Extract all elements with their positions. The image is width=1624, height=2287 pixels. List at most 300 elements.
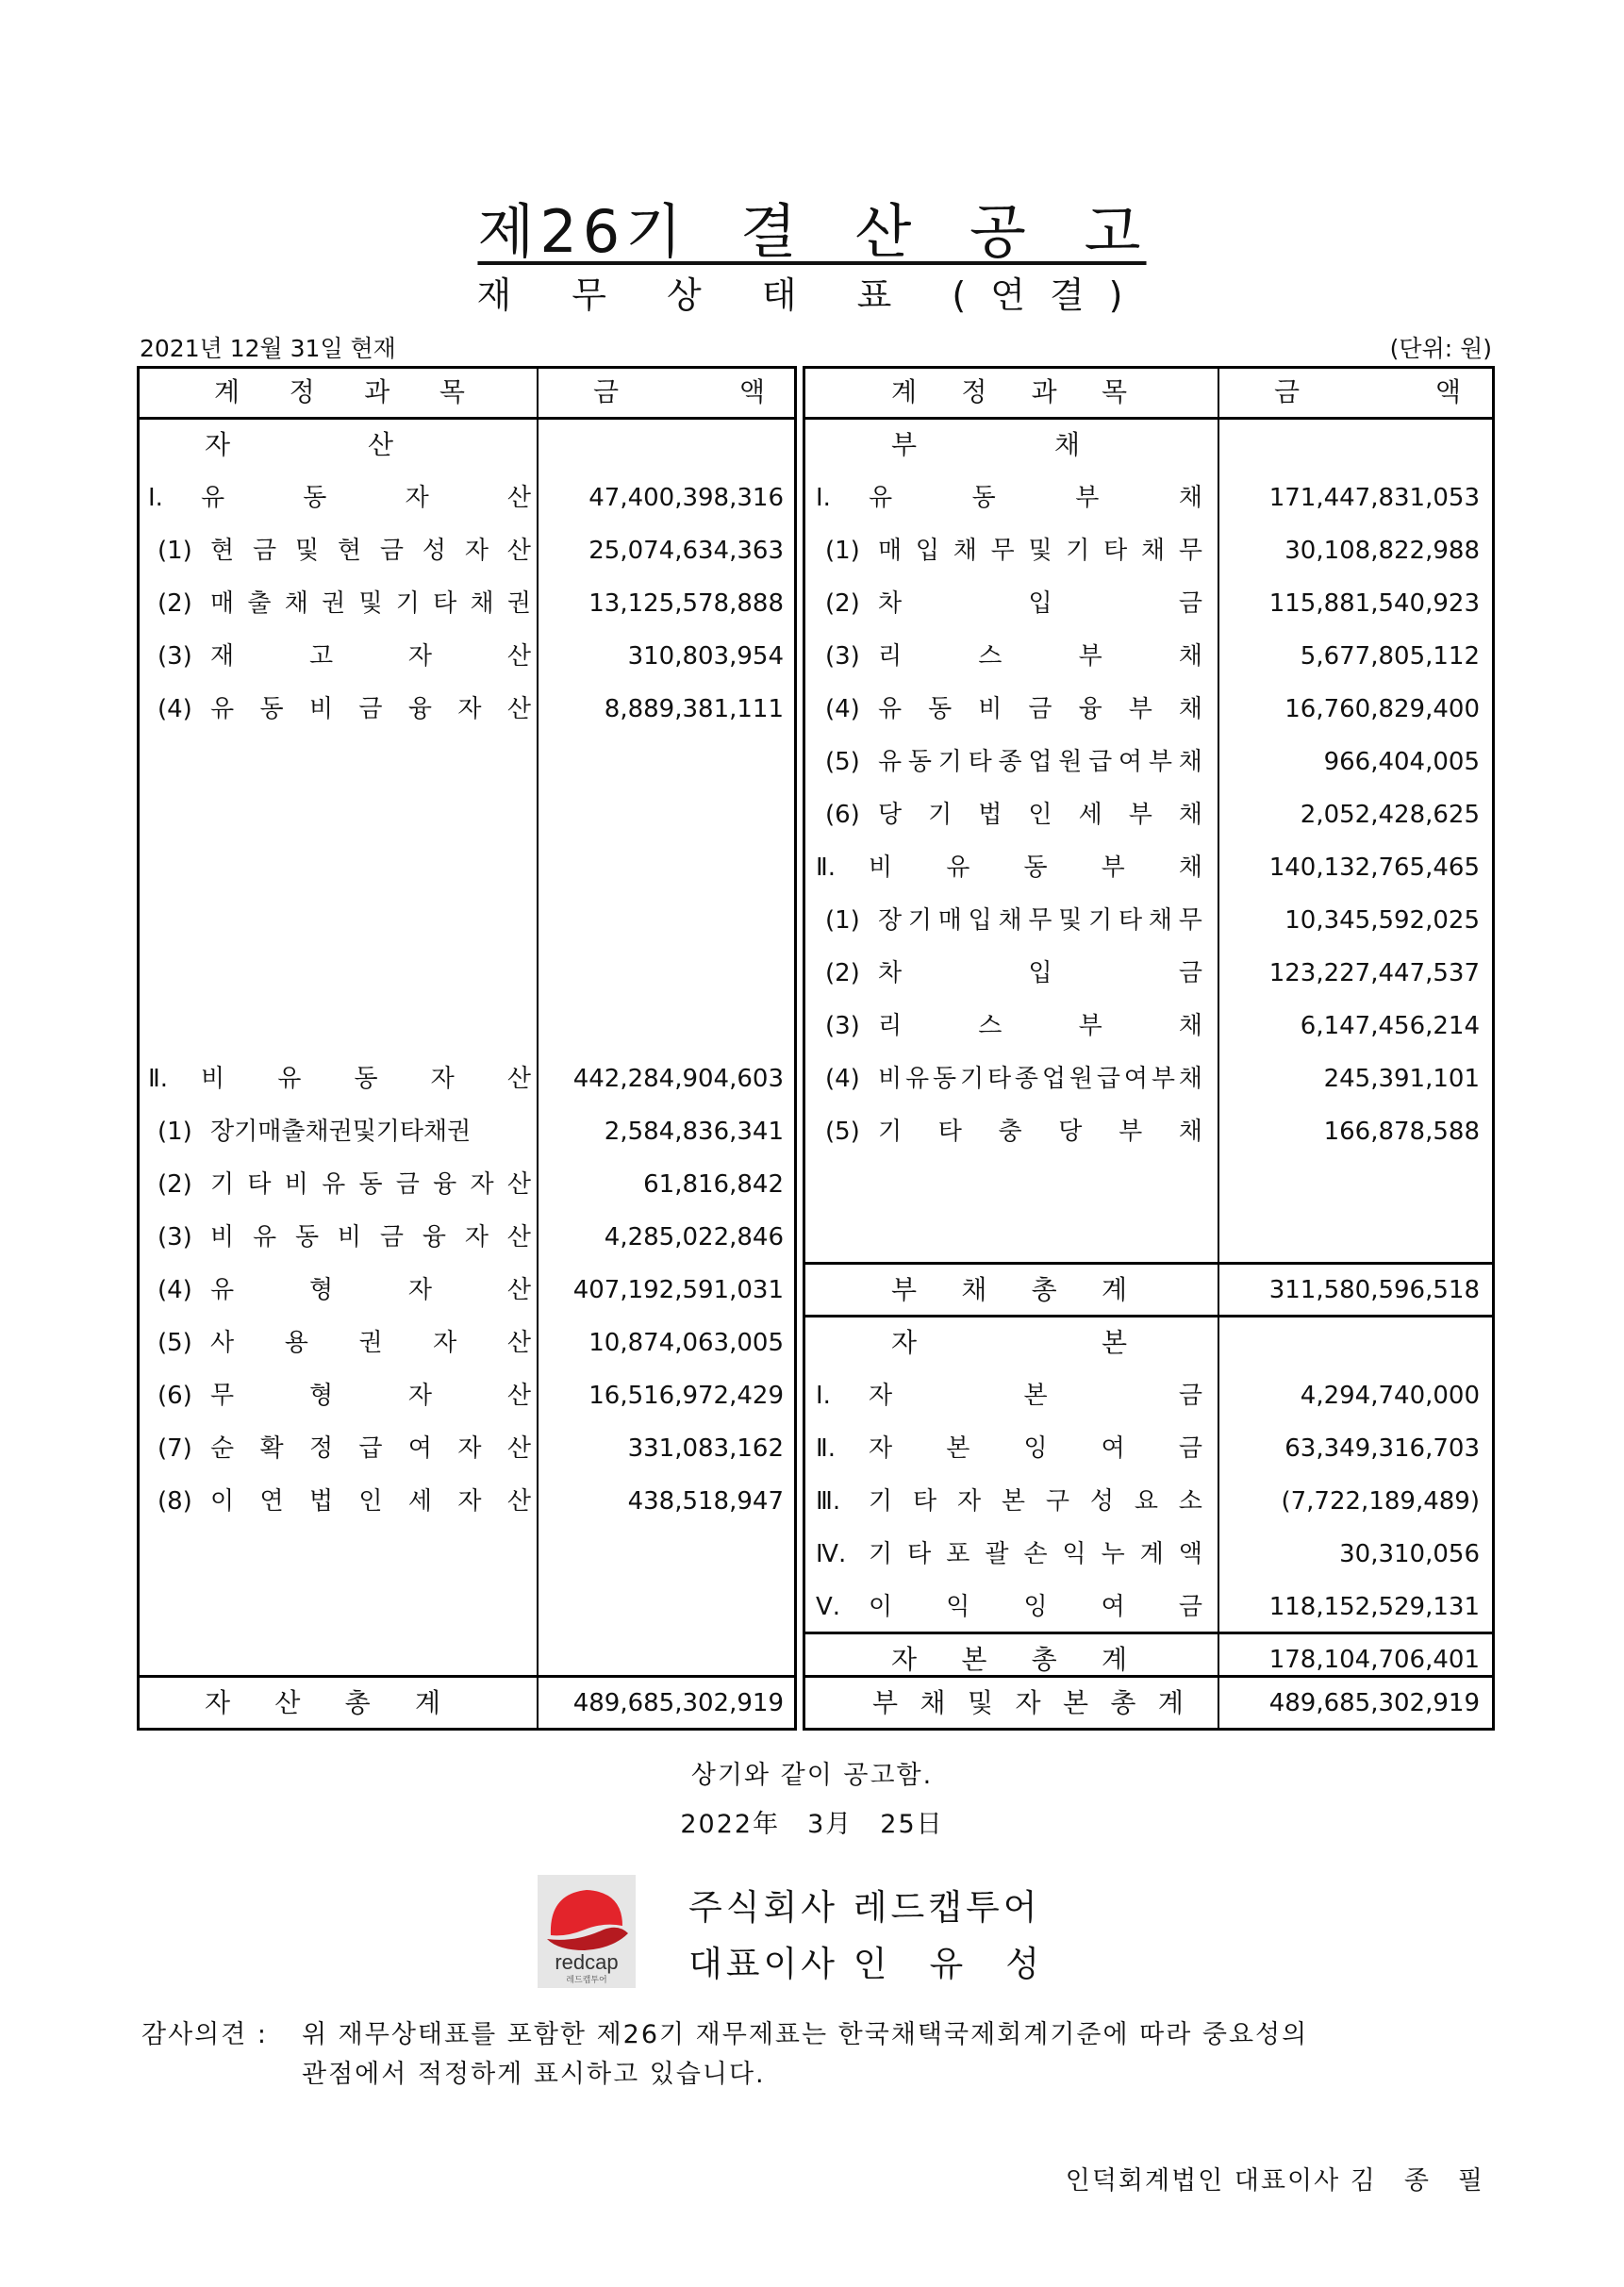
item-name <box>878 1052 1202 1105</box>
item-name <box>210 1369 531 1422</box>
name-char: 부 <box>1128 801 1152 829</box>
asset-row-amount: 442,284,904,603 <box>572 1065 784 1093</box>
equity-row-amount: 30,310,056 <box>1339 1540 1480 1568</box>
name-char: 자 <box>433 1329 457 1357</box>
name-char: 본 <box>1023 1382 1048 1410</box>
name-char: 유 <box>946 853 970 882</box>
name-char: 채 <box>1178 1065 1202 1093</box>
name-char: 채 <box>998 906 1022 935</box>
name-char: 여 <box>407 1434 432 1463</box>
name-char: 익 <box>946 1593 970 1621</box>
name-char: 리 <box>878 642 903 671</box>
item-name <box>210 1105 531 1158</box>
name-char: 차 <box>878 589 903 618</box>
name-char: 자 <box>464 537 489 565</box>
name-char: 융 <box>422 1223 446 1251</box>
name-char: 산 <box>506 484 531 512</box>
item-name <box>869 1475 1202 1528</box>
name-char: 채 <box>1141 537 1166 565</box>
name-char: 스 <box>978 642 1003 671</box>
name-char: 비 <box>869 853 893 882</box>
name-char: 손 <box>1023 1540 1048 1568</box>
liability-row-amount: 166,878,588 <box>1323 1118 1480 1146</box>
name-char: 자 <box>205 429 231 460</box>
item-name <box>878 683 1202 736</box>
item-prefix: Ⅱ. <box>148 1065 169 1093</box>
liability-row-label <box>825 1052 1202 1105</box>
item-name <box>878 630 1202 683</box>
asset-row-amount: 8,889,381,111 <box>604 695 784 723</box>
name-char: 산 <box>506 1329 531 1357</box>
name-char: 동 <box>259 695 284 723</box>
asset-row-amount: 4,285,022,846 <box>604 1223 784 1251</box>
name-char: 자 <box>457 1487 482 1516</box>
name-char: 채 <box>1178 853 1202 882</box>
name-char: 동 <box>358 1170 383 1199</box>
name-char: 동 <box>932 1065 957 1093</box>
name-char: 동 <box>1023 853 1048 882</box>
name-char: 급 <box>1096 1065 1120 1093</box>
name-char: 구 <box>1045 1487 1069 1516</box>
item-prefix: Ⅱ. <box>816 1434 837 1463</box>
name-char: 기 <box>395 589 420 618</box>
name-char: 금 <box>593 376 620 407</box>
item-name <box>869 1369 1202 1422</box>
item-prefix: Ⅰ. <box>148 484 163 512</box>
name-char: 확 <box>259 1434 284 1463</box>
auditor-signature: 인덕회계법인 대표이사 김 종 필 <box>1065 2166 1484 2196</box>
name-char: 채 <box>961 1274 987 1305</box>
liability-row-amount: 115,881,540,923 <box>1268 589 1480 618</box>
name-char: 계 <box>414 1687 440 1718</box>
name-char: 목 <box>1101 376 1127 407</box>
name-char: 계 <box>1101 1644 1127 1675</box>
liability-row-amount: 245,391,101 <box>1323 1065 1480 1093</box>
name-char: 금 <box>1028 695 1052 723</box>
liability-total-label <box>891 1264 1127 1317</box>
name-char: 자 <box>869 1434 893 1463</box>
name-char: 산 <box>506 642 531 671</box>
name-char: 금 <box>1274 376 1301 407</box>
name-char: 금 <box>379 1223 404 1251</box>
liability-row-amount: 140,132,765,465 <box>1268 853 1480 882</box>
name-char: 자 <box>407 1276 433 1304</box>
item-name <box>878 894 1202 947</box>
asset-row-label <box>157 1369 531 1422</box>
page-title: 제26기 결 산 공 고 <box>477 197 1147 266</box>
equity-row-amount: 63,349,316,703 <box>1284 1434 1480 1463</box>
item-prefix: (1) <box>157 537 192 565</box>
balance-sheet-table <box>137 366 1495 1731</box>
name-char: 채 <box>1178 695 1202 723</box>
name-char: 과 <box>1031 376 1057 407</box>
name-char: 무 <box>990 537 1015 565</box>
name-char: 요 <box>1134 1487 1158 1516</box>
name-char: 여 <box>1123 1065 1148 1093</box>
name-char: 금 <box>1178 959 1202 987</box>
audit-opinion-text: 위 재무상태표를 포함한 제26기 재무제표는 한국채택국제회계기준에 따라 중요성의 <box>302 2020 1309 2049</box>
name-char: 동 <box>294 1223 320 1251</box>
name-char: 동 <box>971 484 996 512</box>
name-char: 타 <box>433 589 457 618</box>
item-prefix: Ⅲ. <box>816 1487 841 1516</box>
asset-row-amount: 25,074,634,363 <box>588 537 784 565</box>
asset-row-label <box>157 1105 531 1158</box>
name-char: 채 <box>470 589 494 618</box>
item-name <box>869 472 1202 524</box>
name-char: 계 <box>891 376 918 407</box>
name-char: 여 <box>1119 748 1143 776</box>
name-char: 유 <box>869 484 893 512</box>
equity-row-label <box>816 1528 1202 1581</box>
name-char: 세 <box>407 1487 432 1516</box>
name-char: 자 <box>405 484 429 512</box>
name-char: 부 <box>872 1687 899 1718</box>
name-char: 종 <box>998 748 1022 776</box>
name-char: 잉 <box>1023 1434 1048 1463</box>
name-char: 동 <box>928 695 953 723</box>
item-prefix: Ⅴ. <box>816 1593 841 1621</box>
asset-row-label <box>157 630 531 683</box>
asset-row-amount: 16,516,972,429 <box>588 1382 784 1410</box>
name-char: 업 <box>1041 1065 1067 1093</box>
name-char: 여 <box>1101 1593 1125 1621</box>
asset-row-amount: 331,083,162 <box>627 1434 784 1463</box>
name-char: 무 <box>1178 906 1202 935</box>
liability-row-amount: 5,677,805,112 <box>1300 642 1480 671</box>
name-char: 형 <box>308 1382 334 1410</box>
name-char: 종 <box>1014 1065 1039 1093</box>
name-char: 본 <box>1001 1487 1026 1516</box>
item-prefix: (4) <box>157 695 192 723</box>
name-char: 기 <box>1088 906 1113 935</box>
item-name <box>872 1677 1184 1730</box>
asset-row-amount: 61,816,842 <box>643 1170 784 1199</box>
name-char: 인 <box>358 1487 383 1516</box>
name-char: 동 <box>907 748 932 776</box>
liability-row-label <box>825 577 1202 630</box>
name-char: 성 <box>1089 1487 1114 1516</box>
name-char: 기 <box>210 1170 235 1199</box>
name-char: 계 <box>1101 1274 1127 1305</box>
name-char: 비 <box>337 1223 362 1251</box>
name-char: 잉 <box>1023 1593 1048 1621</box>
name-char: 원 <box>1058 748 1083 776</box>
asset-row-label <box>157 577 531 630</box>
name-char: 충 <box>998 1118 1022 1146</box>
name-char: 기 <box>907 906 932 935</box>
header-amount-left <box>593 366 765 419</box>
name-char: 채 <box>1178 1118 1202 1146</box>
name-char: 융 <box>433 1170 457 1199</box>
name-char: 급 <box>1088 748 1113 776</box>
name-char: 연 <box>259 1487 284 1516</box>
name-char: 자 <box>407 1382 433 1410</box>
name-char: 순 <box>210 1434 235 1463</box>
name-char: 액 <box>1178 1540 1202 1568</box>
name-char: 총 <box>1031 1644 1057 1675</box>
item-name <box>210 1211 531 1264</box>
name-char: 자 <box>470 1170 494 1199</box>
item-name <box>593 366 765 419</box>
liability-row-label <box>825 630 1202 683</box>
item-name <box>878 577 1202 630</box>
item-prefix: Ⅳ. <box>816 1540 847 1568</box>
company-name: 주식회사 레드캡투어 <box>688 1887 1041 1928</box>
asset-row-label <box>157 1317 531 1369</box>
liability-row-amount: 10,345,592,025 <box>1284 906 1480 935</box>
name-char: 무 <box>1178 537 1202 565</box>
name-char: 금 <box>1178 1382 1202 1410</box>
name-char: 성 <box>422 537 446 565</box>
name-char: 소 <box>1178 1487 1202 1516</box>
name-char: 비 <box>201 1065 225 1093</box>
liability-row-amount: 16,760,829,400 <box>1284 695 1480 723</box>
item-prefix: (5) <box>157 1329 192 1357</box>
name-char: 기 <box>869 1487 893 1516</box>
item-prefix: (6) <box>157 1382 192 1410</box>
name-char: 채 <box>953 537 977 565</box>
name-char: 기 <box>937 748 962 776</box>
name-char: 유 <box>210 1276 235 1304</box>
name-char: 유 <box>277 1065 302 1093</box>
notice-statement: 상기와 같이 공고함. <box>690 1761 934 1790</box>
name-char: 채 <box>1178 484 1202 512</box>
liability-total-amount: 311,580,596,518 <box>1268 1276 1480 1304</box>
audit-opinion-label: 감사의견 : <box>141 2020 269 2049</box>
name-char: 용 <box>284 1329 308 1357</box>
item-prefix: (1) <box>825 906 860 935</box>
header-account-right <box>891 366 1127 419</box>
asset-total-amount: 489,685,302,919 <box>572 1689 784 1717</box>
name-char: 및 <box>358 589 383 618</box>
audit-opinion-text-cont: 관점에서 적정하게 표시하고 있습니다. <box>302 2060 766 2089</box>
section-assets <box>205 419 393 472</box>
name-char: 부 <box>1078 642 1102 671</box>
name-char: 부 <box>1151 1065 1175 1093</box>
grand-total-label <box>872 1677 1184 1730</box>
name-char: 채 <box>1178 748 1202 776</box>
name-char: 본 <box>946 1434 970 1463</box>
liability-row-label <box>825 524 1202 577</box>
name-char: 채 <box>1148 906 1172 935</box>
section-liabilities <box>891 419 1080 472</box>
header-account-left <box>214 366 465 419</box>
equity-row-label <box>816 1422 1202 1475</box>
name-char: 및 <box>294 537 320 565</box>
page-subtitle: 재 무 상 태 표 (연결) <box>476 274 1148 316</box>
name-char: 계 <box>1157 1687 1184 1718</box>
name-char: 타 <box>937 1118 962 1146</box>
name-char: 자 <box>1015 1687 1041 1718</box>
name-char: 비 <box>978 695 1003 723</box>
name-char: 산 <box>506 1065 531 1093</box>
item-name <box>210 1475 531 1528</box>
equity-row-amount: 4,294,740,000 <box>1300 1382 1480 1410</box>
item-prefix: (3) <box>157 1223 192 1251</box>
item-name <box>210 630 531 683</box>
asset-row-label <box>157 1264 531 1317</box>
liability-row-label <box>825 788 1202 841</box>
name-char: 매 <box>210 589 235 618</box>
name-char: 원 <box>1069 1065 1094 1093</box>
item-name <box>869 1581 1202 1633</box>
name-char: 부 <box>1101 853 1125 882</box>
item-prefix: (3) <box>825 642 860 671</box>
liability-row-amount: 966,404,005 <box>1323 748 1480 776</box>
name-char: 금 <box>379 537 404 565</box>
name-char: 타 <box>247 1170 272 1199</box>
name-char: 이 <box>210 1487 235 1516</box>
liability-row-label <box>825 683 1202 736</box>
name-char: 정 <box>961 376 987 407</box>
name-char: 비 <box>210 1223 235 1251</box>
name-char: 타 <box>1103 537 1128 565</box>
liability-row-amount: 6,147,456,214 <box>1300 1012 1480 1040</box>
item-name <box>878 788 1202 841</box>
name-char: 정 <box>289 376 315 407</box>
name-char: 총 <box>344 1687 371 1718</box>
item-name <box>869 841 1202 894</box>
name-char: 장기매출채권및기타채권 <box>210 1118 472 1146</box>
item-prefix: (1) <box>157 1118 192 1146</box>
name-char: 타 <box>907 1540 932 1568</box>
ceo-name: 대표이사 인 유 성 <box>688 1944 1043 1984</box>
svg-text:redcap: redcap <box>555 1950 619 1974</box>
item-prefix: Ⅱ. <box>816 853 837 882</box>
equity-total-amount: 178,104,706,401 <box>1268 1646 1480 1674</box>
name-char: 비 <box>308 695 334 723</box>
section-equity <box>891 1317 1127 1369</box>
left-col-divider <box>537 366 539 1731</box>
item-name <box>205 1677 440 1730</box>
equity-row-label <box>816 1581 1202 1633</box>
name-char: 부 <box>1119 1118 1143 1146</box>
name-char: 기 <box>959 1065 985 1093</box>
item-prefix: (7) <box>157 1434 192 1463</box>
name-char: 및 <box>967 1687 994 1718</box>
as-of-date: 2021년 12월 31일 현재 <box>140 335 396 362</box>
liability-row-label <box>825 947 1202 1000</box>
name-char: 세 <box>1078 801 1102 829</box>
name-char: 타 <box>968 748 992 776</box>
asset-row-amount: 438,518,947 <box>627 1487 784 1516</box>
name-char: 채 <box>1053 429 1080 460</box>
name-char: 총 <box>1110 1687 1136 1718</box>
name-char: 유 <box>904 1065 930 1093</box>
name-char: 동 <box>303 484 327 512</box>
unit-label: (단위: 원) <box>1389 335 1492 362</box>
item-prefix: (4) <box>825 695 860 723</box>
item-name <box>878 736 1202 788</box>
item-name <box>214 366 465 419</box>
equity-row-amount: (7,722,189,489) <box>1281 1487 1480 1516</box>
liability-row-label <box>816 841 1202 894</box>
name-char: 기 <box>1066 537 1090 565</box>
redcap-logo <box>538 1875 636 1988</box>
liability-row-label <box>816 472 1202 524</box>
asset-row-label <box>157 524 531 577</box>
name-char: 타 <box>1119 906 1143 935</box>
name-char: 채 <box>1178 801 1202 829</box>
name-char: 비 <box>878 1065 903 1093</box>
name-char: 본 <box>1101 1327 1127 1358</box>
name-char: 유 <box>322 1170 346 1199</box>
svg-text:레드캡투어: 레드캡투어 <box>566 1975 607 1984</box>
name-char: 산 <box>274 1687 301 1718</box>
item-name <box>210 524 531 577</box>
name-char: 차 <box>878 959 903 987</box>
name-char: 자 <box>457 1434 482 1463</box>
liability-row-amount: 123,227,447,537 <box>1268 959 1480 987</box>
name-char: 권 <box>506 589 531 618</box>
name-char: 산 <box>367 429 393 460</box>
name-char: 자 <box>205 1687 231 1718</box>
name-char: 계 <box>1139 1540 1164 1568</box>
name-char: 당 <box>878 801 903 829</box>
name-char: 액 <box>738 376 765 407</box>
name-char: 유 <box>878 748 903 776</box>
liability-row-label <box>825 1105 1202 1158</box>
name-char: 자 <box>956 1487 982 1516</box>
name-char: 장 <box>878 906 903 935</box>
name-char: 법 <box>308 1487 334 1516</box>
name-char: 권 <box>322 589 346 618</box>
asset-row-amount: 47,400,398,316 <box>588 484 784 512</box>
name-char: 인 <box>1028 801 1052 829</box>
item-prefix: (4) <box>825 1065 860 1093</box>
item-prefix: (5) <box>825 748 860 776</box>
name-char: 금 <box>395 1170 420 1199</box>
name-char: 타 <box>912 1487 937 1516</box>
name-char: 유 <box>252 1223 277 1251</box>
item-name <box>210 1422 531 1475</box>
name-char: 업 <box>1028 748 1052 776</box>
name-char: 채 <box>1178 642 1202 671</box>
cap-icon <box>538 1875 636 1988</box>
name-char: 고 <box>308 642 334 671</box>
name-char: 스 <box>978 1012 1003 1040</box>
name-char: 부 <box>891 429 918 460</box>
name-char: 산 <box>506 1170 531 1199</box>
name-char: 융 <box>1078 695 1102 723</box>
name-char: 자 <box>891 1327 918 1358</box>
name-char: 계 <box>214 376 240 407</box>
liability-row-label <box>825 736 1202 788</box>
item-prefix: Ⅰ. <box>816 484 831 512</box>
asset-row-amount: 310,803,954 <box>627 642 784 671</box>
name-char: 유 <box>201 484 225 512</box>
name-char: 채 <box>920 1687 946 1718</box>
item-prefix: Ⅰ. <box>816 1382 831 1410</box>
item-name <box>891 419 1080 472</box>
name-char: 타 <box>986 1065 1012 1093</box>
name-char: 기 <box>878 1118 903 1146</box>
item-name <box>878 524 1202 577</box>
name-char: 무 <box>210 1382 235 1410</box>
name-char: 유 <box>878 695 903 723</box>
name-char: 채 <box>1178 1012 1202 1040</box>
name-char: 본 <box>1062 1687 1088 1718</box>
name-char: 산 <box>506 1223 531 1251</box>
item-prefix: (2) <box>157 1170 192 1199</box>
name-char: 동 <box>354 1065 378 1093</box>
item-name <box>210 577 531 630</box>
name-char: 산 <box>506 1487 531 1516</box>
name-char: 출 <box>247 589 272 618</box>
name-char: 입 <box>1028 589 1052 618</box>
item-prefix: (5) <box>825 1118 860 1146</box>
